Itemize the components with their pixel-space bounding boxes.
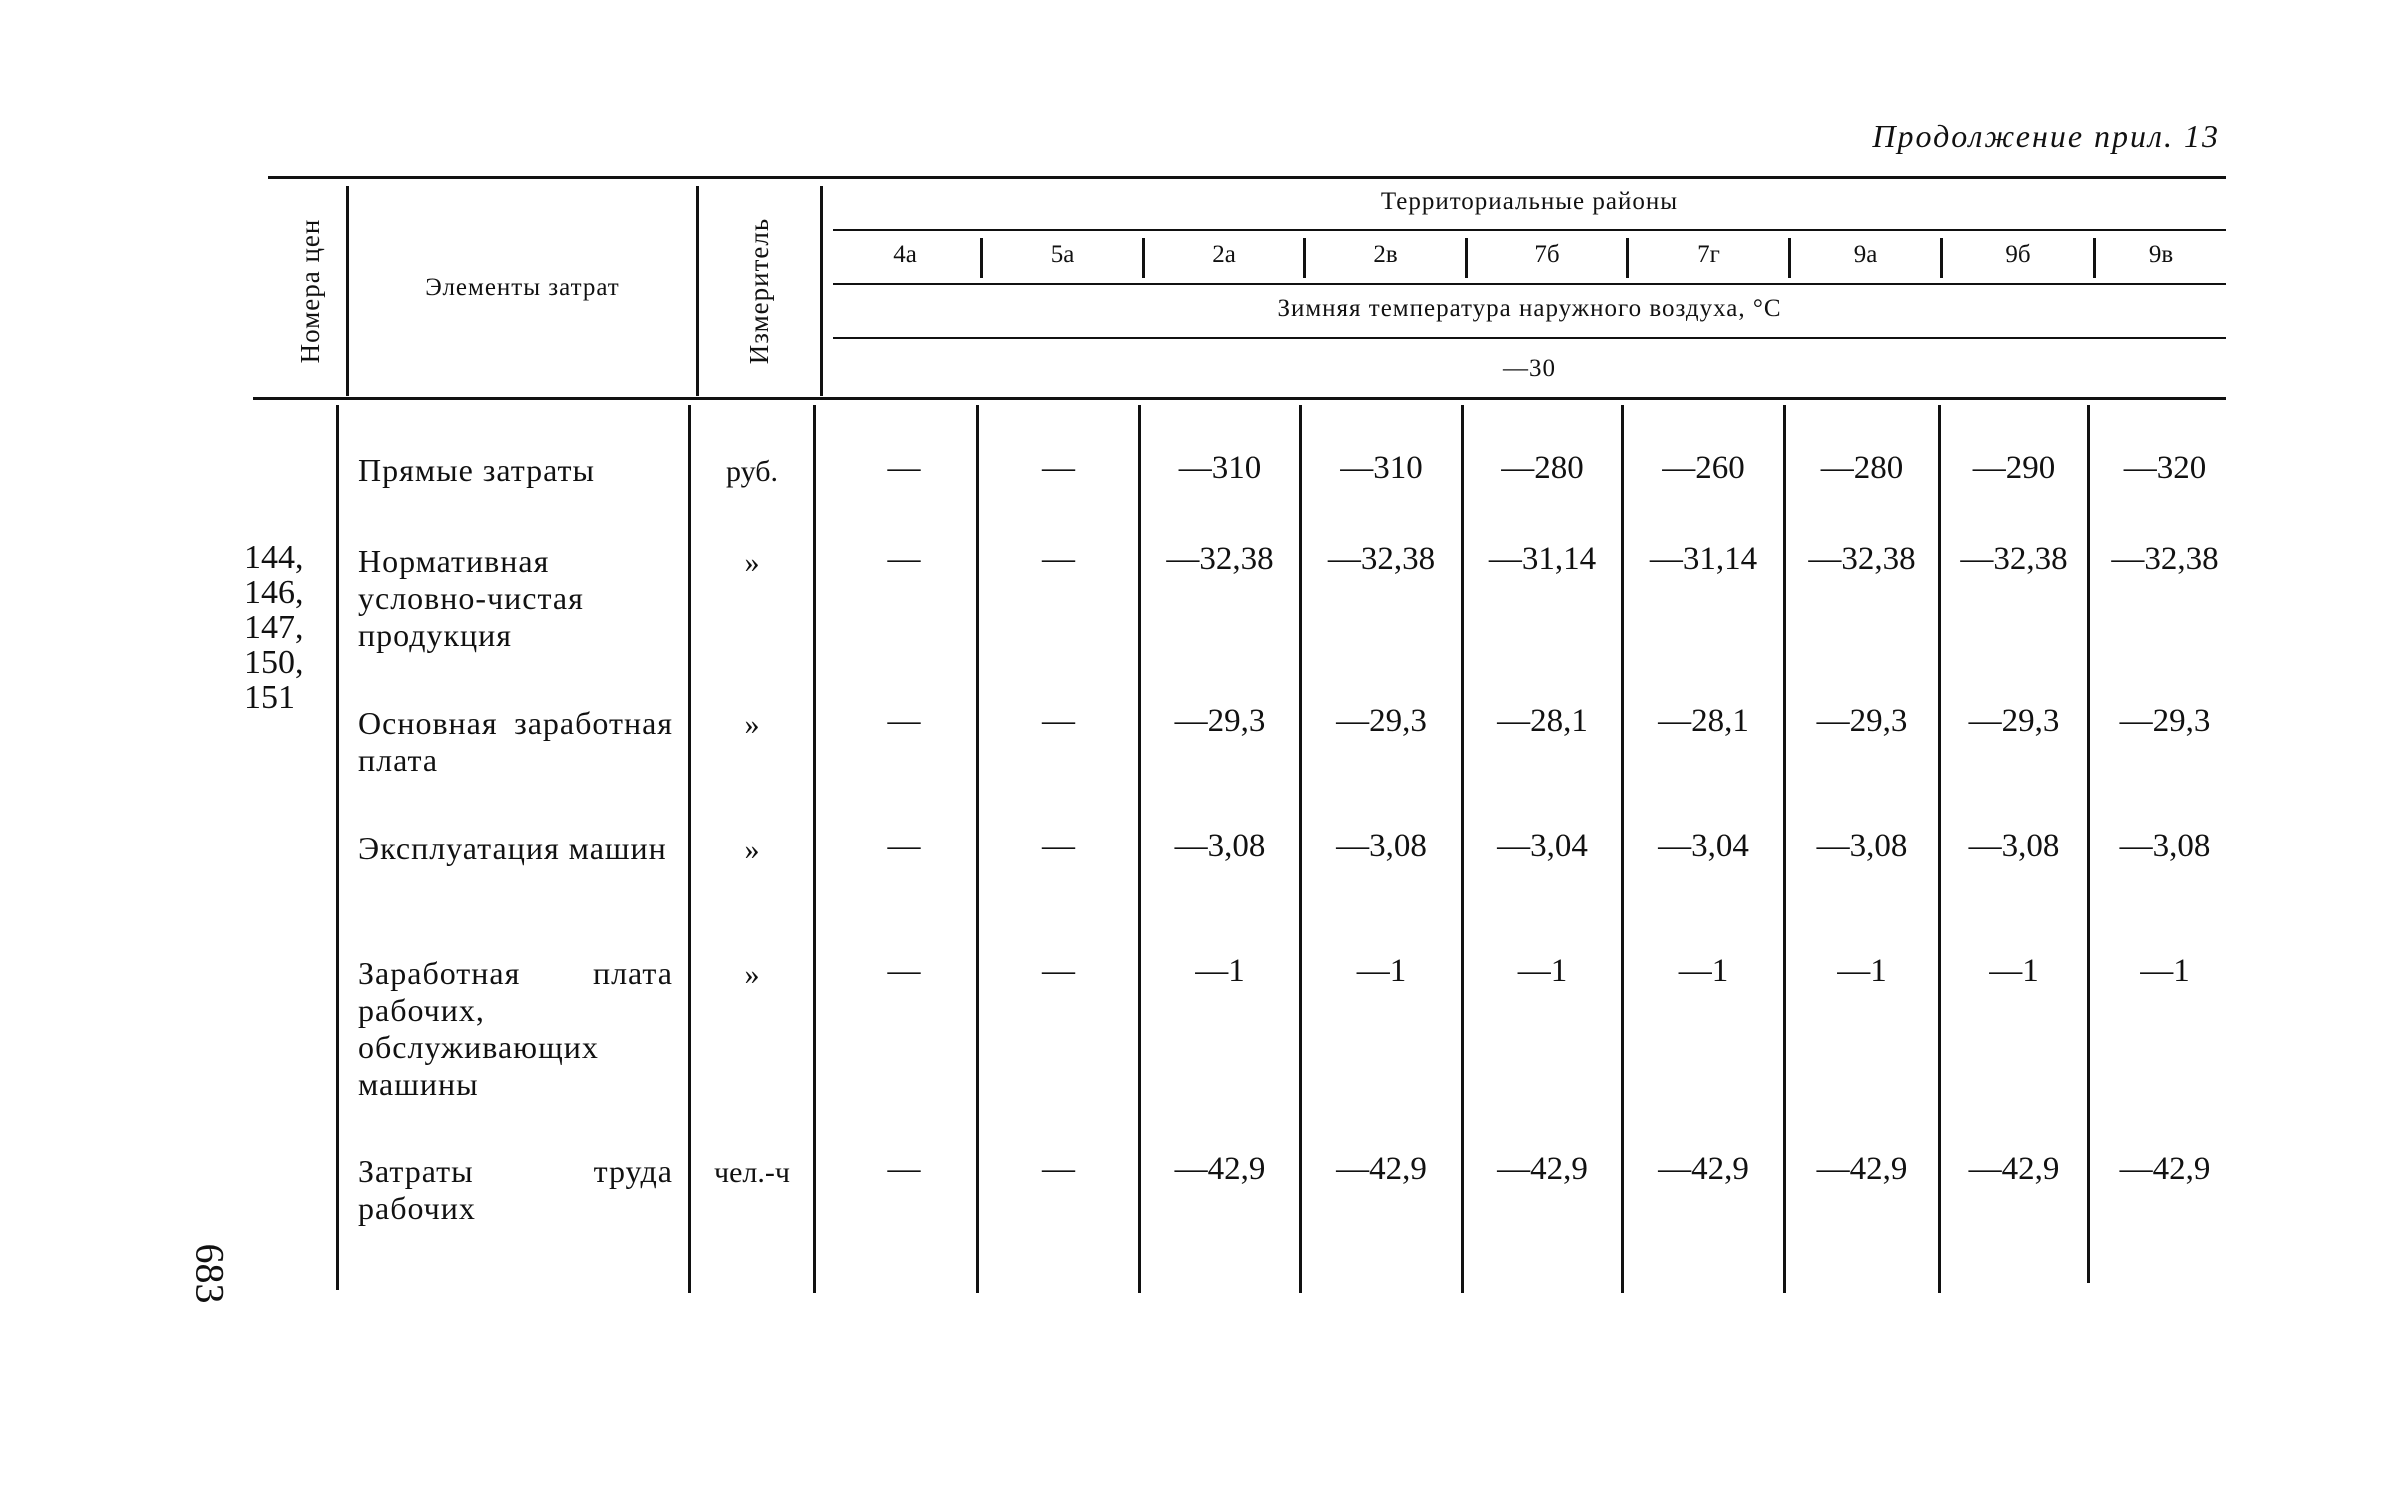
region-7g: 7г xyxy=(1697,241,1720,268)
temperature-title: Зимняя температура наружного воздуха, °С xyxy=(1277,295,1782,322)
header-divider-unit xyxy=(820,186,823,396)
table-cell: —280 xyxy=(1820,450,1904,486)
unit-cell: » xyxy=(744,546,760,579)
element-name: Заработная плата рабочих, обслуживающих машины xyxy=(358,955,673,1102)
region-7b: 7б xyxy=(1534,241,1560,268)
table-cell: —3,08 xyxy=(1174,828,1266,864)
price-codes xyxy=(244,540,334,715)
region-2a: 2а xyxy=(1212,241,1236,268)
price-code: 146, xyxy=(244,574,304,611)
table-cell: —31,14 xyxy=(1649,541,1758,577)
table-cell: — xyxy=(887,703,921,739)
table-cell: —1 xyxy=(1837,953,1887,989)
table-cell: —310 xyxy=(1340,450,1423,486)
table-cell: —42,9 xyxy=(2119,1151,2211,1187)
table-cell: —28,1 xyxy=(1658,703,1749,739)
unit-cell: чел.-ч xyxy=(714,1156,790,1189)
table-cell: —3,08 xyxy=(1816,828,1908,864)
table-cell: — xyxy=(1042,450,1075,486)
header-divider-elements xyxy=(696,186,699,396)
table-cell: —280 xyxy=(1501,450,1584,486)
body-divider-codes xyxy=(336,405,339,1290)
table-cell: —28,1 xyxy=(1497,703,1588,739)
unit-header: Измеритель xyxy=(744,217,774,365)
region-9b: 9б xyxy=(2005,241,2031,268)
unit-cell: » xyxy=(744,833,760,866)
table-cell: —1 xyxy=(1989,953,2039,989)
price-code: 150, xyxy=(244,644,304,681)
table-cell: —29,3 xyxy=(2119,703,2211,739)
table-cell: —42,9 xyxy=(1968,1151,2060,1187)
table-cell: — xyxy=(1042,828,1075,864)
table-cell: — xyxy=(887,1151,921,1187)
price-code: 144, xyxy=(244,539,304,576)
table-cell: —32,38 xyxy=(1808,541,1916,577)
regions-bottom-rule xyxy=(833,283,2226,285)
regions-top-rule xyxy=(833,229,2226,231)
table-cell: —42,9 xyxy=(1497,1151,1588,1187)
page-number: 683 xyxy=(187,1243,233,1304)
table-cell: —31,14 xyxy=(1488,541,1597,577)
table-cell: — xyxy=(887,541,921,577)
table-top-rule xyxy=(268,176,2226,179)
table-cell: —42,9 xyxy=(1336,1151,1427,1187)
table-cell: —1 xyxy=(1517,953,1568,989)
table-cell: —32,38 xyxy=(2111,541,2219,577)
table-cell: —32,38 xyxy=(1166,541,1274,577)
element-name: Основная заработная плата xyxy=(358,705,673,778)
table-cell: — xyxy=(887,450,921,486)
region-9a: 9а xyxy=(1853,241,1878,268)
body-divider-unit xyxy=(813,405,816,1293)
table-cell: —1 xyxy=(1678,953,1729,989)
table-cell: —42,9 xyxy=(1658,1151,1749,1187)
regions-group-title: Территориальные районы xyxy=(1380,188,1679,215)
table-cell: —29,3 xyxy=(1816,703,1908,739)
temp-bottom-rule xyxy=(833,337,2226,339)
temperature-value: —30 xyxy=(1503,355,1556,382)
unit-cell: » xyxy=(744,708,760,741)
header-divider-codes xyxy=(346,186,349,396)
element-name: Прямые затраты xyxy=(358,452,596,488)
table-cell: — xyxy=(1042,953,1075,989)
price-code: 151 xyxy=(244,679,295,716)
header-bottom-rule xyxy=(253,397,2226,400)
elements-header: Элементы затрат xyxy=(425,274,620,301)
region-5a: 5а xyxy=(1050,241,1075,268)
table-cell: —42,9 xyxy=(1174,1151,1266,1187)
table-cell: —29,3 xyxy=(1968,703,2060,739)
table-cell: —3,04 xyxy=(1497,828,1588,864)
table-cell: —1 xyxy=(2140,953,2190,989)
table-cell: — xyxy=(887,828,921,864)
unit-header-cell xyxy=(700,186,818,396)
unit-cell: руб. xyxy=(726,455,778,488)
table-cell: —1 xyxy=(1356,953,1407,989)
table-cell: —290 xyxy=(1972,450,2056,486)
table-cell: —3,04 xyxy=(1658,828,1749,864)
region-2v: 2в xyxy=(1373,241,1398,268)
unit-cell: » xyxy=(744,958,760,991)
body-divider-elements xyxy=(688,405,691,1293)
table-cell: —260 xyxy=(1662,450,1745,486)
table-cell: — xyxy=(1042,541,1075,577)
table-cell: —320 xyxy=(2123,450,2207,486)
table-cell: — xyxy=(1042,703,1075,739)
codes-header-cell xyxy=(275,186,345,396)
region-9v: 9в xyxy=(2148,241,2174,268)
table-cell: —310 xyxy=(1178,450,1262,486)
table-cell: —3,08 xyxy=(2119,828,2211,864)
element-name: Затраты труда рабочих xyxy=(358,1153,673,1226)
price-code: 147, xyxy=(244,609,304,646)
table-cell: —3,08 xyxy=(1336,828,1427,864)
table-cell: — xyxy=(887,953,921,989)
element-name: Эксплуатация машин xyxy=(358,830,667,866)
element-name: Нормативная условно-чистая продукция xyxy=(358,543,584,653)
table-cell: —42,9 xyxy=(1816,1151,1908,1187)
table-cell: —1 xyxy=(1195,953,1245,989)
table-cell: — xyxy=(1042,1151,1075,1187)
codes-header: Номера цен xyxy=(295,218,325,364)
table-cell: —32,38 xyxy=(1327,541,1436,577)
continuation-label: Продолжение прил. 13 xyxy=(1872,118,2220,154)
table-cell: —3,08 xyxy=(1968,828,2060,864)
table-cell: —32,38 xyxy=(1960,541,2068,577)
table-cell: —29,3 xyxy=(1336,703,1427,739)
region-4a: 4а xyxy=(893,241,917,268)
table-cell: —29,3 xyxy=(1174,703,1266,739)
